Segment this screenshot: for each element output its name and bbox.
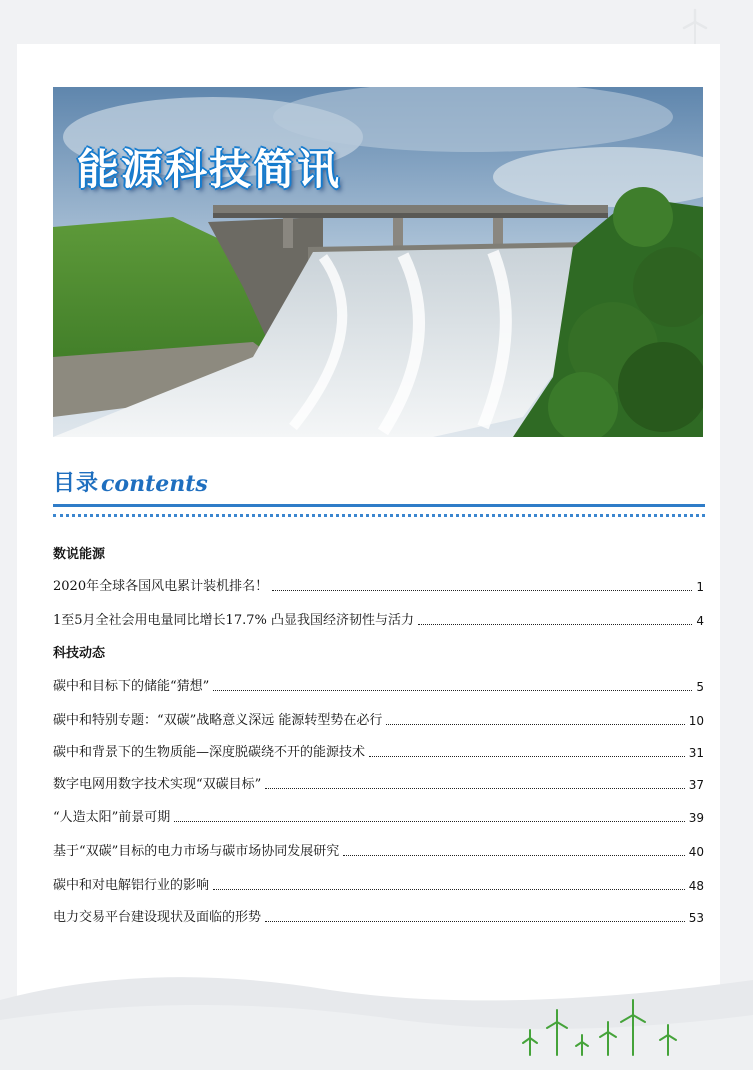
toc-entry-title[interactable]: 碳中和目标下的储能“猜想” xyxy=(53,679,210,694)
dot-leader xyxy=(369,755,685,757)
hero-banner xyxy=(53,87,703,437)
toc-heading-en: contents xyxy=(101,471,208,497)
toc-entry-title[interactable]: 碳中和特别专题：“双碳”战略意义深远 能源转型势在必行 xyxy=(53,713,383,728)
dot-leader xyxy=(213,689,692,691)
toc-entry-page[interactable]: 5 xyxy=(696,680,704,694)
dot-leader xyxy=(174,820,684,822)
toc-entry-title[interactable]: 碳中和对电解铝行业的影响 xyxy=(53,878,210,893)
toc-entry[interactable] xyxy=(53,840,704,859)
dot-leader xyxy=(265,787,684,789)
dot-leader xyxy=(418,623,692,625)
toc-entry[interactable] xyxy=(53,874,704,893)
toc-entry-title[interactable]: 碳中和背景下的生物质能—深度脱碳绕不开的能源技术 xyxy=(53,745,366,760)
toc-entry[interactable] xyxy=(53,906,704,925)
toc-entry-page[interactable]: 10 xyxy=(688,714,704,728)
toc-entry-title[interactable]: “人造太阳”前景可期 xyxy=(53,810,171,825)
toc-heading xyxy=(53,467,208,497)
dot-leader xyxy=(343,854,684,856)
toc-entry[interactable] xyxy=(53,741,704,760)
section-title: 科技动态 xyxy=(53,646,106,661)
toc-heading-cn: 目录 xyxy=(53,471,100,496)
toc-entry-page[interactable]: 40 xyxy=(688,845,704,859)
section-title: 数说能源 xyxy=(53,547,106,562)
toc-dotted-rule xyxy=(53,514,705,517)
dot-leader xyxy=(272,589,692,591)
dot-leader xyxy=(213,888,685,890)
toc-entry-page[interactable]: 37 xyxy=(688,778,704,792)
dot-leader xyxy=(265,920,685,922)
toc-entry[interactable] xyxy=(53,675,704,694)
toc-entry-title[interactable]: 电力交易平台建设现状及面临的形势 xyxy=(53,910,262,925)
toc-entry[interactable] xyxy=(53,709,704,728)
toc-entry-title[interactable]: 基于“双碳”目标的电力市场与碳市场协同发展研究 xyxy=(53,844,340,859)
toc-entry-page[interactable]: 4 xyxy=(696,614,704,628)
wind-turbine-icon xyxy=(680,8,710,44)
toc-entry-title[interactable]: 1至5月全社会用电量同比增长17.7% 凸显我国经济韧性与活力 xyxy=(53,613,414,628)
toc-entry-page[interactable]: 1 xyxy=(696,580,704,594)
toc-entry-page[interactable]: 31 xyxy=(688,746,704,760)
toc-entry-page[interactable]: 39 xyxy=(688,811,704,825)
toc-rule xyxy=(53,504,705,507)
publication-title: 能源科技简讯 xyxy=(77,145,342,194)
toc-entry[interactable] xyxy=(53,609,704,628)
toc-entry[interactable] xyxy=(53,806,704,825)
toc-entry-title[interactable]: 数字电网用数字技术实现“双碳目标” xyxy=(53,777,262,792)
toc-entry-title[interactable]: 2020年全球各国风电累计装机排名！ xyxy=(53,579,269,594)
toc-entry-page[interactable]: 53 xyxy=(688,911,704,925)
footer-wind-farm-decoration xyxy=(0,960,753,1070)
toc-entry-page[interactable]: 48 xyxy=(688,879,704,893)
toc-entry[interactable] xyxy=(53,575,704,594)
dot-leader xyxy=(386,723,684,725)
toc-entry[interactable] xyxy=(53,773,704,792)
